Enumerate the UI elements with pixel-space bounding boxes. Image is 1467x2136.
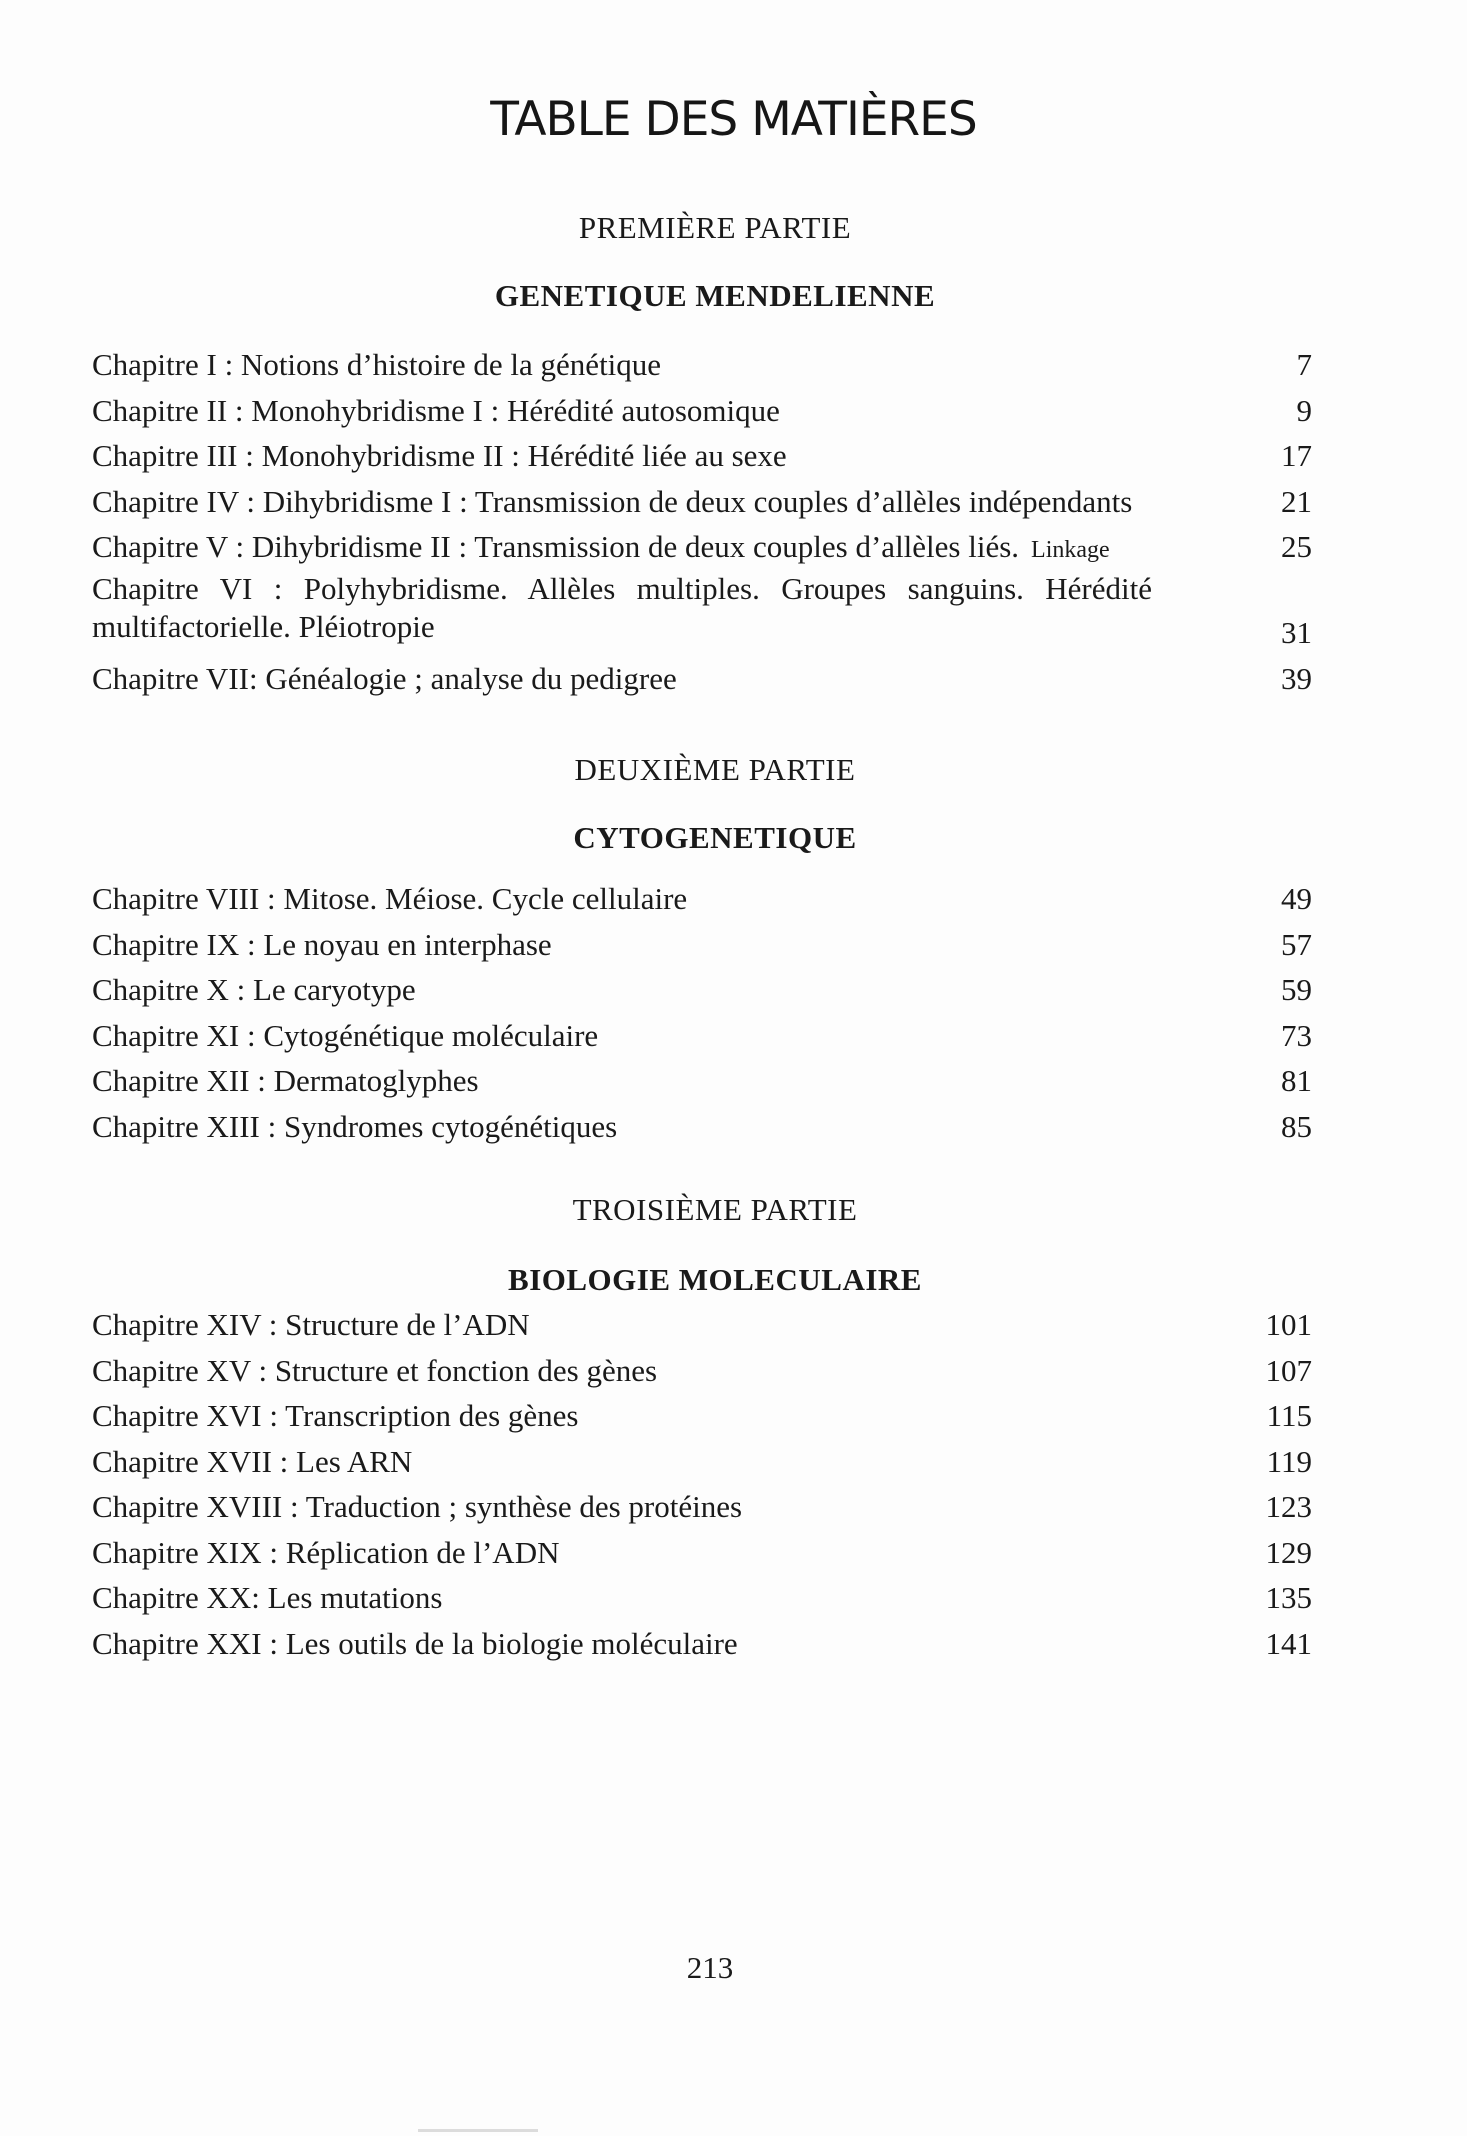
toc-entry [92, 967, 1312, 1013]
chapter-title: Chapitre II : Monohybridisme I : Hérédité autosomique [92, 392, 780, 428]
chapter-page-number: 101 [1265, 1307, 1312, 1342]
toc-entry [92, 1575, 1312, 1621]
toc-entry [92, 524, 1312, 570]
toc-entry [92, 433, 1312, 479]
chapter-page-number: 31 [1281, 614, 1312, 650]
chapter-title: Chapitre XI : Cytogénétique moléculaire [92, 1017, 599, 1053]
chapter-title: Chapitre XVII : Les ARN [92, 1443, 413, 1479]
chapter-page-number: 7 [1296, 347, 1312, 382]
chapter-title: Chapitre XII : Dermatoglyphes [92, 1063, 479, 1098]
chapter-page-number: 85 [1281, 1108, 1312, 1144]
part-1-heading: GENETIQUE MENDELIENNE [494, 278, 936, 313]
chapter-title: Chapitre XVI : Transcription des gènes [92, 1398, 579, 1433]
chapter-page-number: 49 [1281, 881, 1312, 916]
toc-entry [92, 1393, 1312, 1439]
chapter-title: Chapitre VI : Polyhybridisme. Allèles multiples. Groupes sanguins. Hérédité multifactorielle. Pléiotropie [92, 570, 1152, 644]
chapter-page-number: 59 [1281, 972, 1312, 1007]
part-2-label: DEUXIÈME PARTIE [574, 752, 856, 787]
chapter-title: Chapitre IX : Le noyau en interphase [92, 926, 552, 962]
scan-edge-mark [418, 2129, 538, 2132]
chapter-title: Chapitre XIV : Structure de l’ADN [92, 1307, 530, 1342]
toc-entry [92, 1302, 1312, 1348]
chapter-title: Chapitre XVIII : Traduction ; synthèse des protéines [92, 1489, 743, 1524]
chapter-title: Chapitre VIII : Mitose. Méiose. Cycle cellulaire [92, 881, 688, 916]
part-1-label: PREMIÈRE PARTIE [578, 210, 852, 245]
toc-entry [92, 479, 1312, 525]
toc-entry [92, 1530, 1312, 1576]
chapter-page-number: 57 [1281, 926, 1312, 962]
toc-entry [92, 1104, 1312, 1150]
chapter-title: Chapitre XV : Structure et fonction des gènes [92, 1352, 658, 1388]
chapter-page-number: 17 [1281, 438, 1312, 473]
chapter-title: Chapitre VII: Généalogie ; analyse du pedigree [92, 660, 677, 696]
part-3-label: TROISIÈME PARTIE [572, 1192, 858, 1227]
toc-entry [92, 1484, 1312, 1530]
chapter-page-number: 141 [1265, 1625, 1312, 1661]
chapter-title: Chapitre X : Le caryotype [92, 972, 416, 1007]
chapter-title: Chapitre XX: Les mutations [92, 1580, 443, 1615]
toc-entry [92, 342, 1312, 388]
page-title: TABLE DES MATIÈRES [490, 92, 977, 147]
chapter-title: Chapitre III : Monohybridisme II : Hérédité liée au sexe [92, 438, 787, 473]
chapter-note: Linkage [1031, 537, 1110, 563]
part-2-heading: CYTOGENETIQUE [573, 820, 857, 855]
chapter-title: Chapitre XIX : Réplication de l’ADN [92, 1534, 560, 1570]
part-1-chapter-list [92, 342, 1312, 701]
chapter-page-number: 81 [1281, 1063, 1312, 1098]
toc-entry [92, 656, 1312, 702]
chapter-title-wrapper [92, 524, 1110, 574]
chapter-page-number: 123 [1265, 1489, 1312, 1524]
toc-entry [92, 876, 1312, 922]
toc-entry [92, 1013, 1312, 1059]
toc-entry [92, 922, 1312, 968]
chapter-title: Chapitre V : Dihybridisme II : Transmission de deux couples d’allèles liés. [92, 529, 1020, 564]
chapter-title: Chapitre IV : Dihybridisme I : Transmission de deux couples d’allèles indépendants [92, 483, 1133, 519]
chapter-page-number: 115 [1266, 1398, 1312, 1433]
chapter-page-number: 135 [1265, 1580, 1312, 1615]
chapter-title: Chapitre XXI : Les outils de la biologie moléculaire [92, 1625, 738, 1661]
toc-entry [92, 1348, 1312, 1394]
toc-entry [92, 1439, 1312, 1485]
page-number: 213 [686, 1950, 734, 1985]
chapter-page-number: 9 [1296, 392, 1312, 428]
toc-entry [92, 388, 1312, 434]
chapter-page-number: 107 [1265, 1352, 1312, 1388]
part-2-chapter-list [92, 876, 1312, 1149]
chapter-page-number: 39 [1281, 660, 1312, 696]
chapter-page-number: 119 [1266, 1443, 1312, 1479]
chapter-page-number: 25 [1281, 529, 1312, 564]
toc-entry [92, 570, 1312, 656]
chapter-page-number: 21 [1281, 483, 1312, 519]
chapter-title: Chapitre XIII : Syndromes cytogénétiques [92, 1108, 618, 1144]
toc-entry [92, 1058, 1312, 1104]
chapter-page-number: 73 [1281, 1017, 1312, 1053]
toc-entry [92, 1621, 1312, 1667]
chapter-page-number: 129 [1265, 1534, 1312, 1570]
chapter-title: Chapitre I : Notions d’histoire de la génétique [92, 347, 662, 382]
part-3-heading: BIOLOGIE MOLECULAIRE [508, 1262, 922, 1297]
part-3-chapter-list [92, 1302, 1312, 1666]
